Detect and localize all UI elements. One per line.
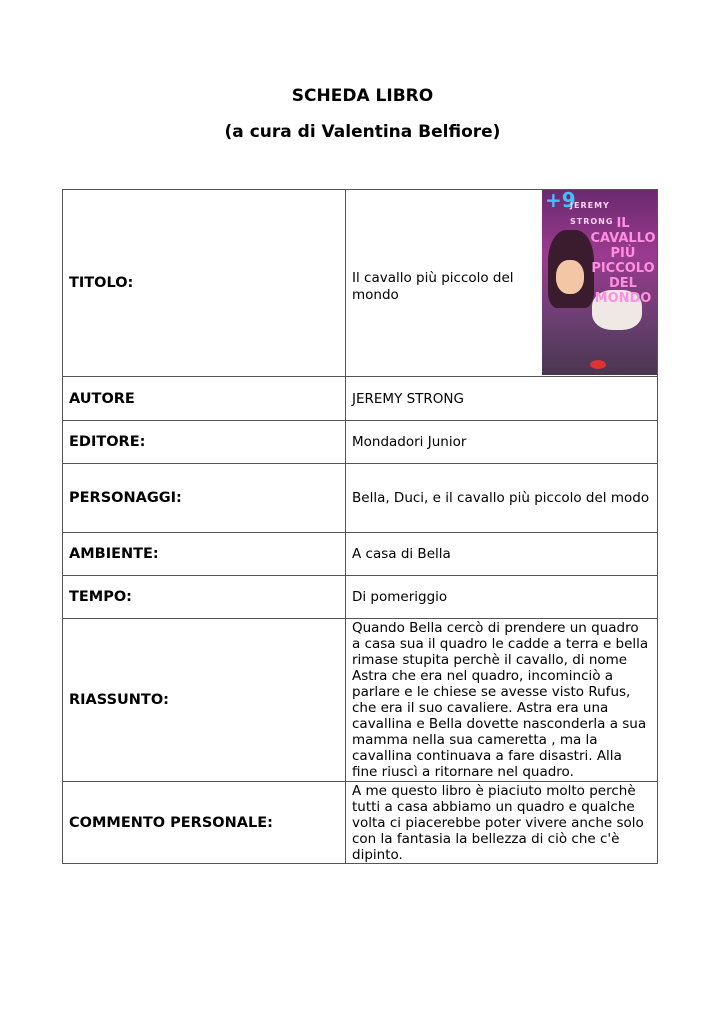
riassunto-value: Quando Bella cercò di prendere un quadro a casa sua il quadro le cadde a terra e bella rimase stupita perchè il cavallo, di nome Astra che era nel quadro, incominciò a parlare e le chiese se avesse visto Rufus, che era il suo cavaliere. Astra era una cavallina e Bella dovette nasconderla a sua mamma nella sua cameretta , ma la cavallina continuava a fare disastri. Alla fine riuscì a ritornare nel quadro.	[346, 619, 658, 782]
editore-label: EDITORE:	[63, 421, 346, 464]
tempo-value: Di pomeriggio	[346, 576, 658, 619]
page-title: SCHEDA LIBRO	[291, 86, 434, 106]
table-row	[63, 377, 658, 421]
titolo-label: TITOLO:	[63, 190, 346, 377]
publisher-logo-icon	[590, 360, 606, 369]
personaggi-value: Bella, Duci, e il cavallo più piccolo del modo	[346, 464, 658, 533]
autore-value: JEREMY STRONG	[346, 377, 658, 421]
table-row	[63, 782, 658, 864]
titolo-value: Il cavallo più piccolo del mondo	[352, 270, 514, 303]
cover-age-badge: +9	[545, 190, 576, 212]
commento-label: COMMENTO PERSONALE:	[63, 782, 346, 864]
editore-value: Mondadori Junior	[346, 421, 658, 464]
autore-label: AUTORE	[63, 377, 346, 421]
ambiente-value: A casa di Bella	[346, 533, 658, 576]
cover-title-line: MONDO	[594, 291, 652, 306]
table-row	[63, 619, 658, 782]
cover-title-line: PIÙ	[610, 246, 636, 261]
ambiente-label: AMBIENTE:	[63, 533, 346, 576]
cover-title	[590, 216, 656, 306]
table-row	[63, 464, 658, 533]
table-row	[63, 533, 658, 576]
tempo-label: TEMPO:	[63, 576, 346, 619]
cover-girl-face	[556, 260, 584, 294]
cover-title-line: IL CAVALLO	[590, 216, 656, 246]
cover-author: JEREMY STRONG	[570, 201, 614, 226]
page-subtitle: (a cura di Valentina Belfiore)	[224, 122, 501, 142]
book-sheet-table	[62, 189, 658, 864]
table-row	[63, 421, 658, 464]
book-cover-image	[542, 190, 657, 375]
titolo-cell	[346, 190, 658, 377]
cover-title-line: PICCOLO	[591, 261, 655, 276]
personaggi-label: PERSONAGGI:	[63, 464, 346, 533]
table-row	[63, 576, 658, 619]
cover-title-line: DEL	[609, 276, 637, 291]
riassunto-label: RIASSUNTO:	[63, 619, 346, 782]
table-row	[63, 190, 658, 377]
commento-value: A me questo libro è piaciuto molto perchè tutti a casa abbiamo un quadro e qualche volta ci piacerebbe poter vivere anche solo con la fantasia la bellezza di ciò che c'è dipinto.	[346, 782, 658, 864]
